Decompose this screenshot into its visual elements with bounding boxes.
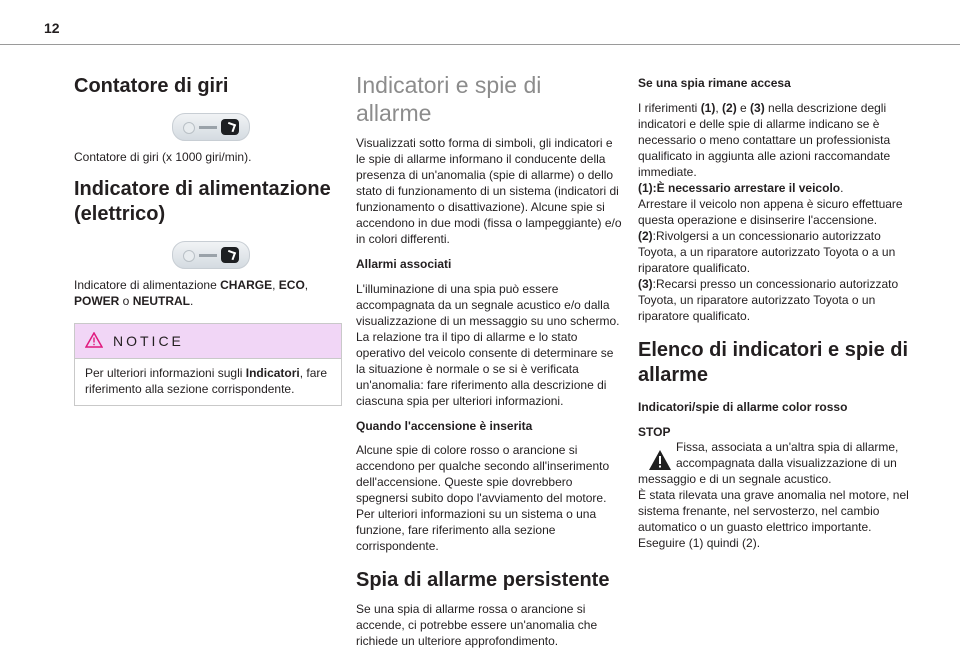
- heading-power-line2: (elettrico): [74, 203, 166, 225]
- power-indicator-description: Indicatore di alimentazione CHARGE, ECO, POWER o NEUTRAL.: [74, 278, 309, 308]
- intro-paragraph: Visualizzati sotto forma di simboli, gli indicatori e le spie di allarme informano il conducente della presenza di un'anomalia (spie di allarme) o dello stato di funzionamento di un sistema (indicatori di funzionamento o disattivazione). Alcune spie si accendono in due modi (fissa o lampeggiante) e/o in colori differenti.: [356, 136, 622, 247]
- notice-title: NOTICE: [113, 333, 184, 349]
- heading-indicators-warnings: Indicatori e spie di allarme: [356, 72, 542, 126]
- page-number: 12: [44, 20, 60, 36]
- heading-persistent-warning: Spia di allarme persistente: [356, 569, 610, 592]
- column-middle: [356, 62, 622, 649]
- column-left: [74, 62, 342, 406]
- heading-list-indicators: Elenco di indicatori e spie di allarme: [638, 338, 909, 386]
- column-right: [638, 62, 910, 551]
- alarms-paragraph-1: L'illuminazione di una spia può essere accompagnata da un segnale acustico e/o dalla visualizzazione di un messaggio su uno schermo. La relazione tra il tipo di allarme e lo stato operativo del veicolo consente di determinare se la situazione è normale o se si è verificata un'anomalia: fare riferimento alla descrizione di ciascuna spia per ulteriori informazioni.: [356, 281, 620, 408]
- heading-ignition-on: Quando l'accensione è inserita: [356, 418, 533, 433]
- heading-power-indicator: [74, 177, 342, 227]
- stop-description: Fissa, associata a un'altra spia di allarme, accompagnata dalla visualizzazione di un messaggio e di un segnale acustico. È stata rilevata una grave anomalia nel motore, nel sistema frenante, nel servosterzo, nel cambio automatico o un guasto elettrico importante. Eseguire (1) quindi (2).: [638, 440, 909, 551]
- notice-box: [74, 323, 342, 406]
- warning-icon: [85, 332, 103, 348]
- tachometer-display-icon: [172, 113, 250, 141]
- references-paragraph: I riferimenti (1), (2) e (3) nella descrizione degli indicatori e delle spie di allarme indicano se è necessario o meno contattare un professionista qualificato in aggiunta alle azioni raccomandate immediate. (1):È necessario arrestare il veicolo. Arrestare il veicolo non appena è sicuro effettuare questa operazione e disinserire l'accensione. (2):Rivolgersi a un concessionario autorizzato Toyota, a un riparatore autorizzato Toyota o a un riparatore qualificato. (3):Recarsi presso un concessionario autorizzato Toyota, un riparatore autorizzato Toyota o un riparatore qualificato.: [638, 100, 903, 323]
- persistent-paragraph: Se una spia di allarme rossa o arancione si accende, ci potrebbe essere un'anomalia che richiede un ulteriore approfondimento.: [356, 602, 598, 649]
- stop-label: STOP: [638, 425, 671, 440]
- stop-entry: [638, 425, 910, 551]
- heading-red-indicators: Indicatori/spie di allarme color rosso: [638, 399, 848, 414]
- ignition-paragraph: Alcune spie di colore rosso o arancione si accendono per qualche secondo all'inserimento dell'accensione. Queste spie dovrebbero spegnersi subito dopo l'avviamento del motore. Per ulteriori informazioni su un sistema o una funzione, fare riferimento alla sezione corrispondente.: [356, 443, 610, 554]
- header-divider: [0, 44, 960, 45]
- notice-header: [75, 324, 341, 359]
- warning-triangle-icon: [648, 449, 672, 471]
- notice-text: Per ulteriori informazioni sugli Indicatori, fare riferimento alla sezione corrispondente.: [85, 366, 328, 396]
- power-indicator-display-icon: [172, 241, 250, 269]
- heading-power-line1: Indicatore di alimentazione: [74, 178, 331, 200]
- heading-tachometer: Contatore di giri: [74, 75, 229, 97]
- heading-light-stays-on: Se una spia rimane accesa: [638, 76, 791, 90]
- heading-associated-alarms: Allarmi associati: [356, 257, 452, 272]
- tachometer-description: Contatore di giri (x 1000 giri/min).: [74, 150, 252, 164]
